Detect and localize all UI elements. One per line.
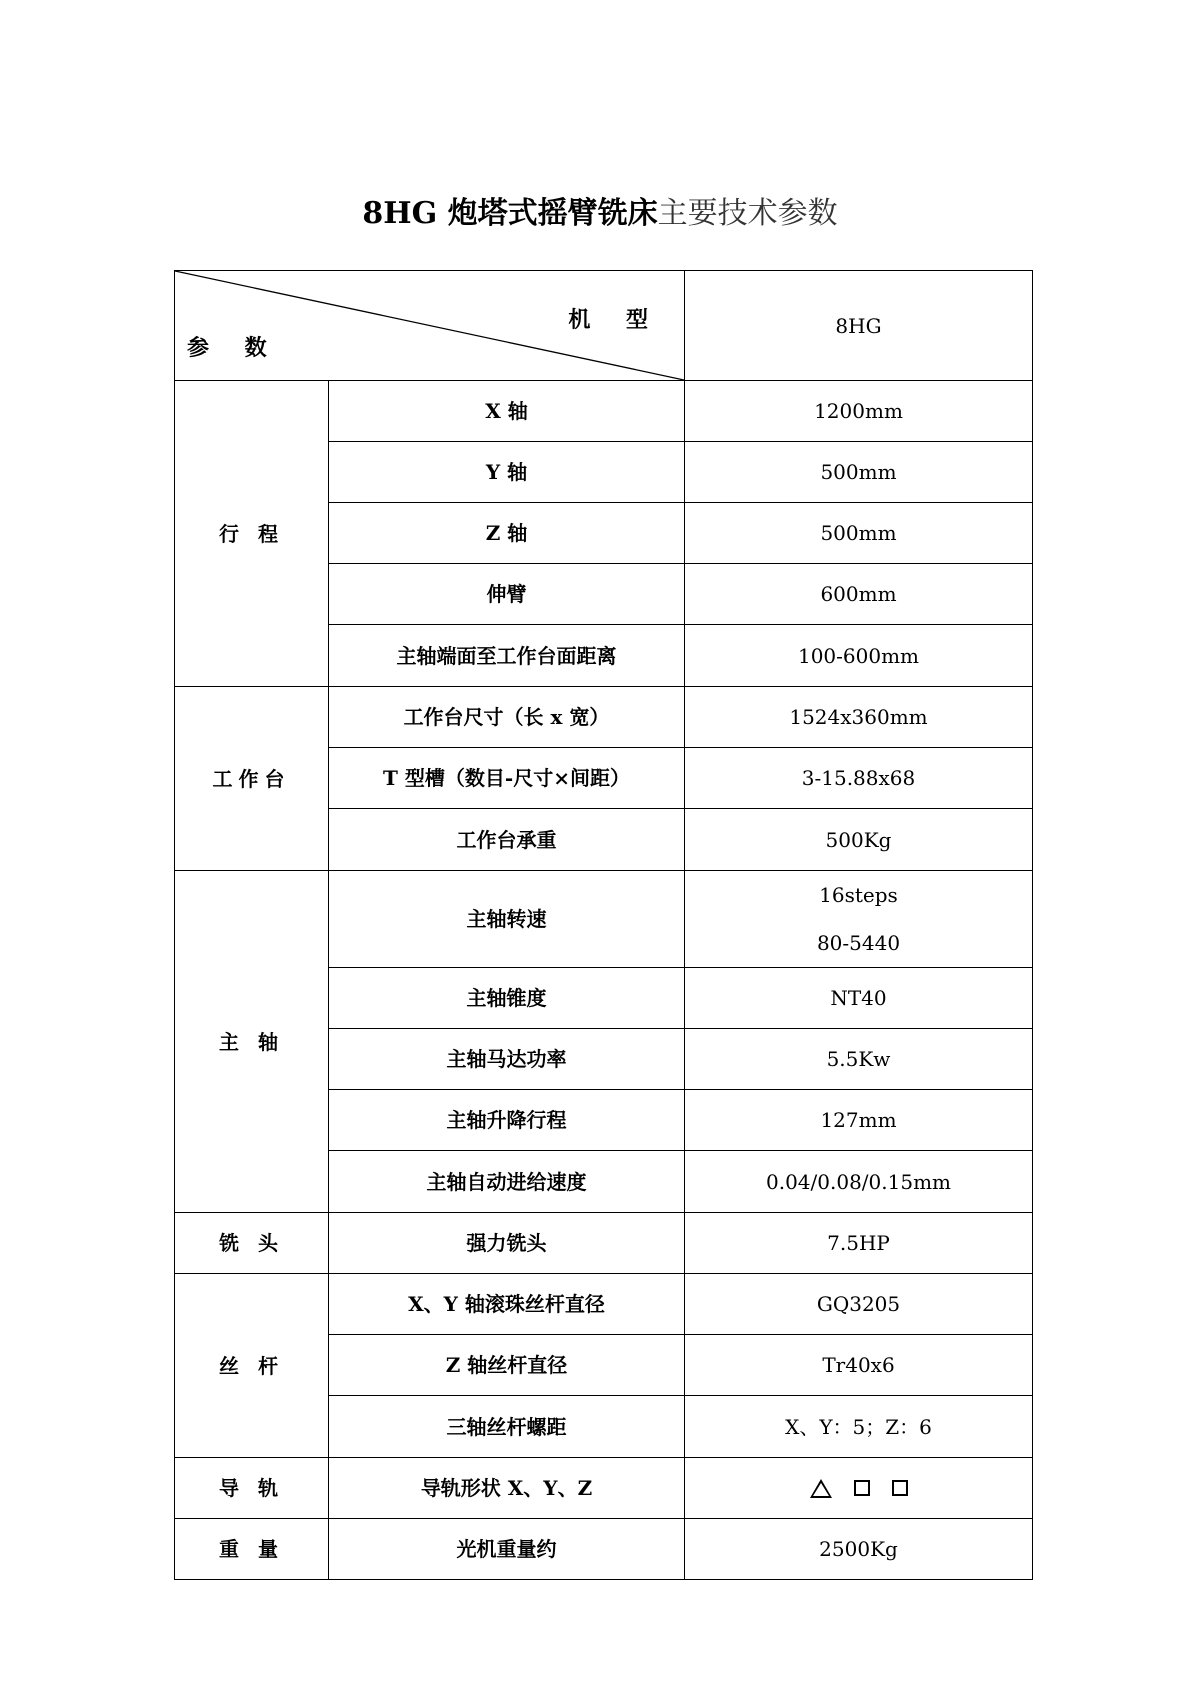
group-weight: 重 量 xyxy=(175,1519,329,1580)
param-value: 100-600mm xyxy=(685,625,1033,687)
group-lead-screw: 丝 杆 xyxy=(175,1274,329,1458)
param-label: 强力铣头 xyxy=(329,1213,685,1274)
group-milling-head: 铣 头 xyxy=(175,1213,329,1274)
param-label: Z 轴丝杆直径 xyxy=(329,1335,685,1396)
spec-table xyxy=(174,270,1033,1580)
param-label: 工作台尺寸（长 x 宽） xyxy=(329,687,685,748)
param-value: 1200mm xyxy=(685,381,1033,442)
param-label: 主轴锥度 xyxy=(329,968,685,1029)
param-label: X 轴 xyxy=(329,381,685,442)
param-label: 光机重量约 xyxy=(329,1519,685,1580)
model-header-label: 机 型 xyxy=(568,307,662,333)
table-header-row xyxy=(175,271,1033,381)
param-value: 500mm xyxy=(685,442,1033,503)
square-outline-icon xyxy=(854,1480,870,1496)
param-label: 主轴自动进给速度 xyxy=(329,1151,685,1213)
param-label: 主轴转速 xyxy=(329,871,685,968)
model-value: 8HG xyxy=(685,271,1033,381)
param-label: 伸臂 xyxy=(329,564,685,625)
param-label: T 型槽（数目-尺寸×间距） xyxy=(329,748,685,809)
title-model: 8HG 炮塔式摇臂铣床 xyxy=(362,196,658,231)
param-label: 工作台承重 xyxy=(329,809,685,871)
param-label: 主轴端面至工作台面距离 xyxy=(329,625,685,687)
value-line: 16steps xyxy=(819,883,898,907)
group-guideway: 导 轨 xyxy=(175,1458,329,1519)
param-value: 7.5HP xyxy=(685,1213,1033,1274)
param-value: Tr40x6 xyxy=(685,1335,1033,1396)
param-value: 500mm xyxy=(685,503,1033,564)
param-value: 127mm xyxy=(685,1090,1033,1151)
group-spindle: 主 轴 xyxy=(175,871,329,1213)
table-row xyxy=(175,1519,1033,1580)
param-value: 500Kg xyxy=(685,809,1033,871)
param-value: 3-15.88x68 xyxy=(685,748,1033,809)
param-value: 0.04/0.08/0.15mm xyxy=(685,1151,1033,1213)
group-worktable: 工作台 xyxy=(175,687,329,871)
diagonal-header-cell xyxy=(175,271,685,381)
param-label: Y 轴 xyxy=(329,442,685,503)
param-label: 主轴升降行程 xyxy=(329,1090,685,1151)
title-suffix: 主要技术参数 xyxy=(657,196,838,231)
param-label: Z 轴 xyxy=(329,503,685,564)
param-label: 三轴丝杆螺距 xyxy=(329,1396,685,1458)
table-row xyxy=(175,687,1033,748)
guideway-shapes xyxy=(685,1479,1032,1498)
param-value xyxy=(685,1458,1033,1519)
param-value: 5.5Kw xyxy=(685,1029,1033,1090)
param-value: NT40 xyxy=(685,968,1033,1029)
square-outline-icon xyxy=(892,1480,908,1496)
triangle-outline-icon xyxy=(810,1479,832,1498)
table-row xyxy=(175,381,1033,442)
table-row xyxy=(175,1458,1033,1519)
param-value: 600mm xyxy=(685,564,1033,625)
param-label: X、Y 轴滚珠丝杆直径 xyxy=(329,1274,685,1335)
param-value: 2500Kg xyxy=(685,1519,1033,1580)
param-header-label: 参 数 xyxy=(187,335,281,361)
param-label: 主轴马达功率 xyxy=(329,1029,685,1090)
param-label: 导轨形状 X、Y、Z xyxy=(329,1458,685,1519)
param-value: 1524x360mm xyxy=(685,687,1033,748)
group-travel: 行 程 xyxy=(175,381,329,687)
param-value: GQ3205 xyxy=(685,1274,1033,1335)
param-value xyxy=(685,871,1033,968)
page-title xyxy=(0,192,1200,236)
table-row xyxy=(175,1274,1033,1335)
param-value: X、Y：5；Z：6 xyxy=(685,1396,1033,1458)
value-line: 80-5440 xyxy=(816,931,901,955)
table-row xyxy=(175,1213,1033,1274)
table-row xyxy=(175,871,1033,968)
